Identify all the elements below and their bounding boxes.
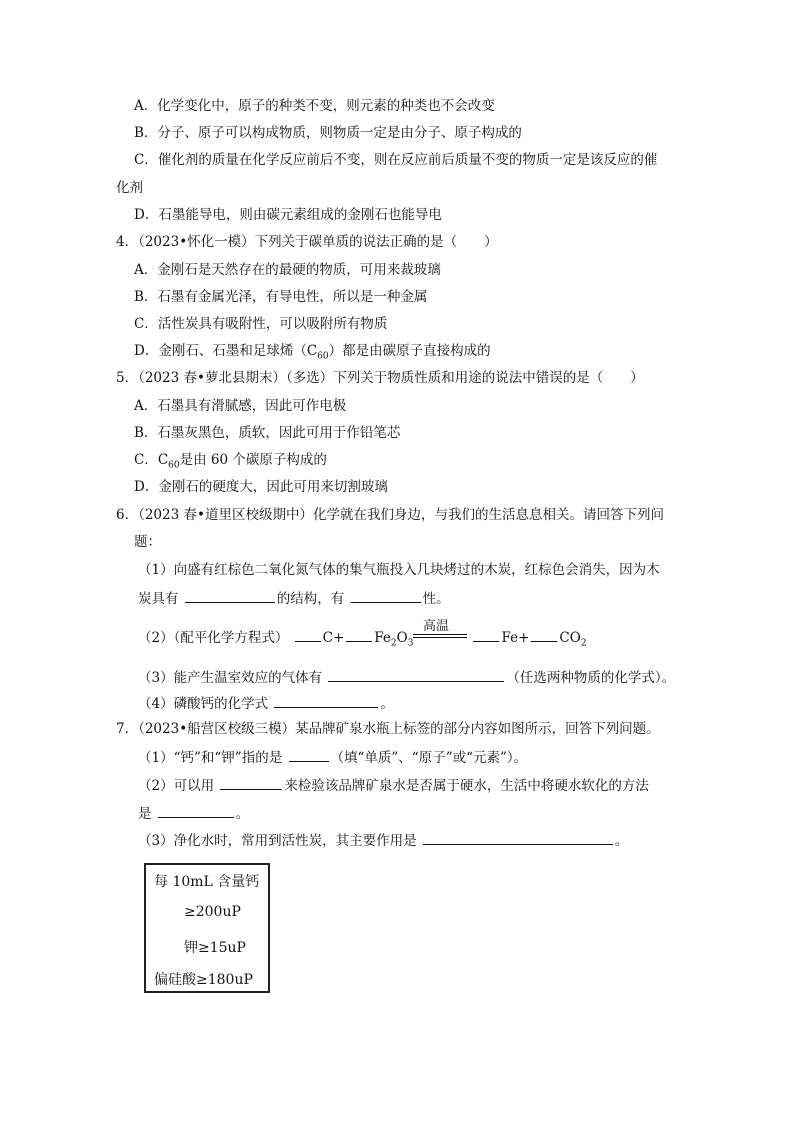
q6-part3: （3）能产生温室效应的气体有 （任选两种物质的化学式）。 (138, 667, 675, 687)
answer-blank[interactable] (289, 747, 329, 762)
q5-option-a: A．石墨具有滑腻感，因此可作电极 (134, 398, 347, 414)
answer-blank[interactable] (185, 588, 275, 603)
q6-part1-line1: （1）向盛有红棕色二氧化氮气体的集气瓶投入几块烤过的木炭，红棕色会消失，因为木 (138, 562, 660, 578)
q4-option-c: C．活性炭具有吸附性，可以吸附所有物质 (134, 316, 388, 332)
label-line-metasilicic-acid: 偏硅酸≥180uP (154, 972, 253, 988)
q6-part4: （4）磷酸钙的化学式 。 (138, 693, 394, 713)
q6-part1-line2: 炭具有 的结构，有 性。 (138, 588, 450, 608)
q7-part3: （3）净化水时，常用到活性炭，其主要作用是 。 (138, 830, 628, 850)
answer-blank[interactable] (158, 803, 234, 818)
reaction-equals-line (413, 634, 467, 635)
q7-part1: （1）“钙”和“钾”指的是 （填“单质”、“原子”或“元素”）。 (138, 747, 527, 767)
q7-part2-line1: （2）可以用 来检验该品牌矿泉水是否属于硬水，生活中将硬水软化的方法 (138, 775, 649, 795)
q4-option-d: D．金刚石、石墨和足球烯$(C_{60})$都是由碳原子直接构成的 (134, 343, 491, 362)
coefficient-blank[interactable] (531, 627, 557, 642)
q5-option-c: C．$C_{60}$是由 60 个碳原子构成的 (134, 452, 327, 471)
q3-option-a: A．化学变化中，原子的种类不变，则元素的种类也不会改变 (134, 98, 495, 114)
coefficient-blank[interactable] (473, 627, 499, 642)
answer-blank[interactable] (423, 830, 613, 845)
coefficient-blank[interactable] (346, 627, 372, 642)
q5-option-b: B．石墨灰黑色，质软，因此可用于作铅笔芯 (134, 425, 401, 441)
q3-option-b: B．分子、原子可以构成物质，则物质一定是由分子、原子构成的 (134, 125, 522, 141)
q4-option-b: B．石墨有金属光泽，有导电性，所以是一种金属 (134, 289, 428, 305)
q3-option-c-line2: 化剂 (116, 180, 143, 196)
q3-option-d: D．石墨能导电，则由碳元素组成的金刚石也能导电 (134, 207, 442, 223)
answer-blank[interactable] (328, 667, 504, 682)
q4-option-a: A．金刚石是天然存在的最硬的物质，可用来裁玻璃 (134, 262, 441, 278)
q3-option-c-line1: C．催化剂的质量在化学反应前后不变，则在反应前后质量不变的物质一定是该反应的催 (134, 152, 658, 168)
label-line-calcium: 每 10mL 含量钙 (154, 874, 260, 890)
answer-blank[interactable] (220, 775, 282, 790)
label-line-potassium: 钾≥15uP (184, 940, 246, 956)
q7-stem: 7．（2023•船营区校级三模）某品牌矿泉水瓶上标签的部分内容如图所示，回答下列问题。 (116, 721, 660, 737)
reaction-equals-line (413, 637, 467, 638)
label-line-calcium-value: ≥200uP (184, 904, 241, 920)
q6-stem-line2: 题： (134, 534, 161, 550)
answer-blank[interactable] (274, 693, 378, 708)
answer-blank[interactable] (351, 588, 421, 603)
q7-part2-line2: 是 。 (138, 803, 249, 823)
q4-stem: 4．（2023•怀化一模）下列关于碳单质的说法正确的是（ ） (116, 234, 498, 250)
q6-part2-equation: （2）（配平化学方程式） $C+ Fe_2O_3$ $Fe+ CO_2$ (138, 627, 587, 647)
mineral-water-label (144, 863, 270, 993)
reaction-condition: 高温 (423, 619, 450, 634)
coefficient-blank[interactable] (295, 627, 321, 642)
q5-option-d: D．金刚石的硬度大，因此可用来切割玻璃 (134, 479, 388, 495)
q5-stem: 5．（2023 春•萝北县期末）（多选）下列关于物质性质和用途的说法中错误的是（ ） (116, 370, 644, 386)
q6-stem-line1: 6．（2023 春•道里区校级期中）化学就在我们身边，与我们的生活息息相关。请回答下列问 (116, 507, 664, 523)
